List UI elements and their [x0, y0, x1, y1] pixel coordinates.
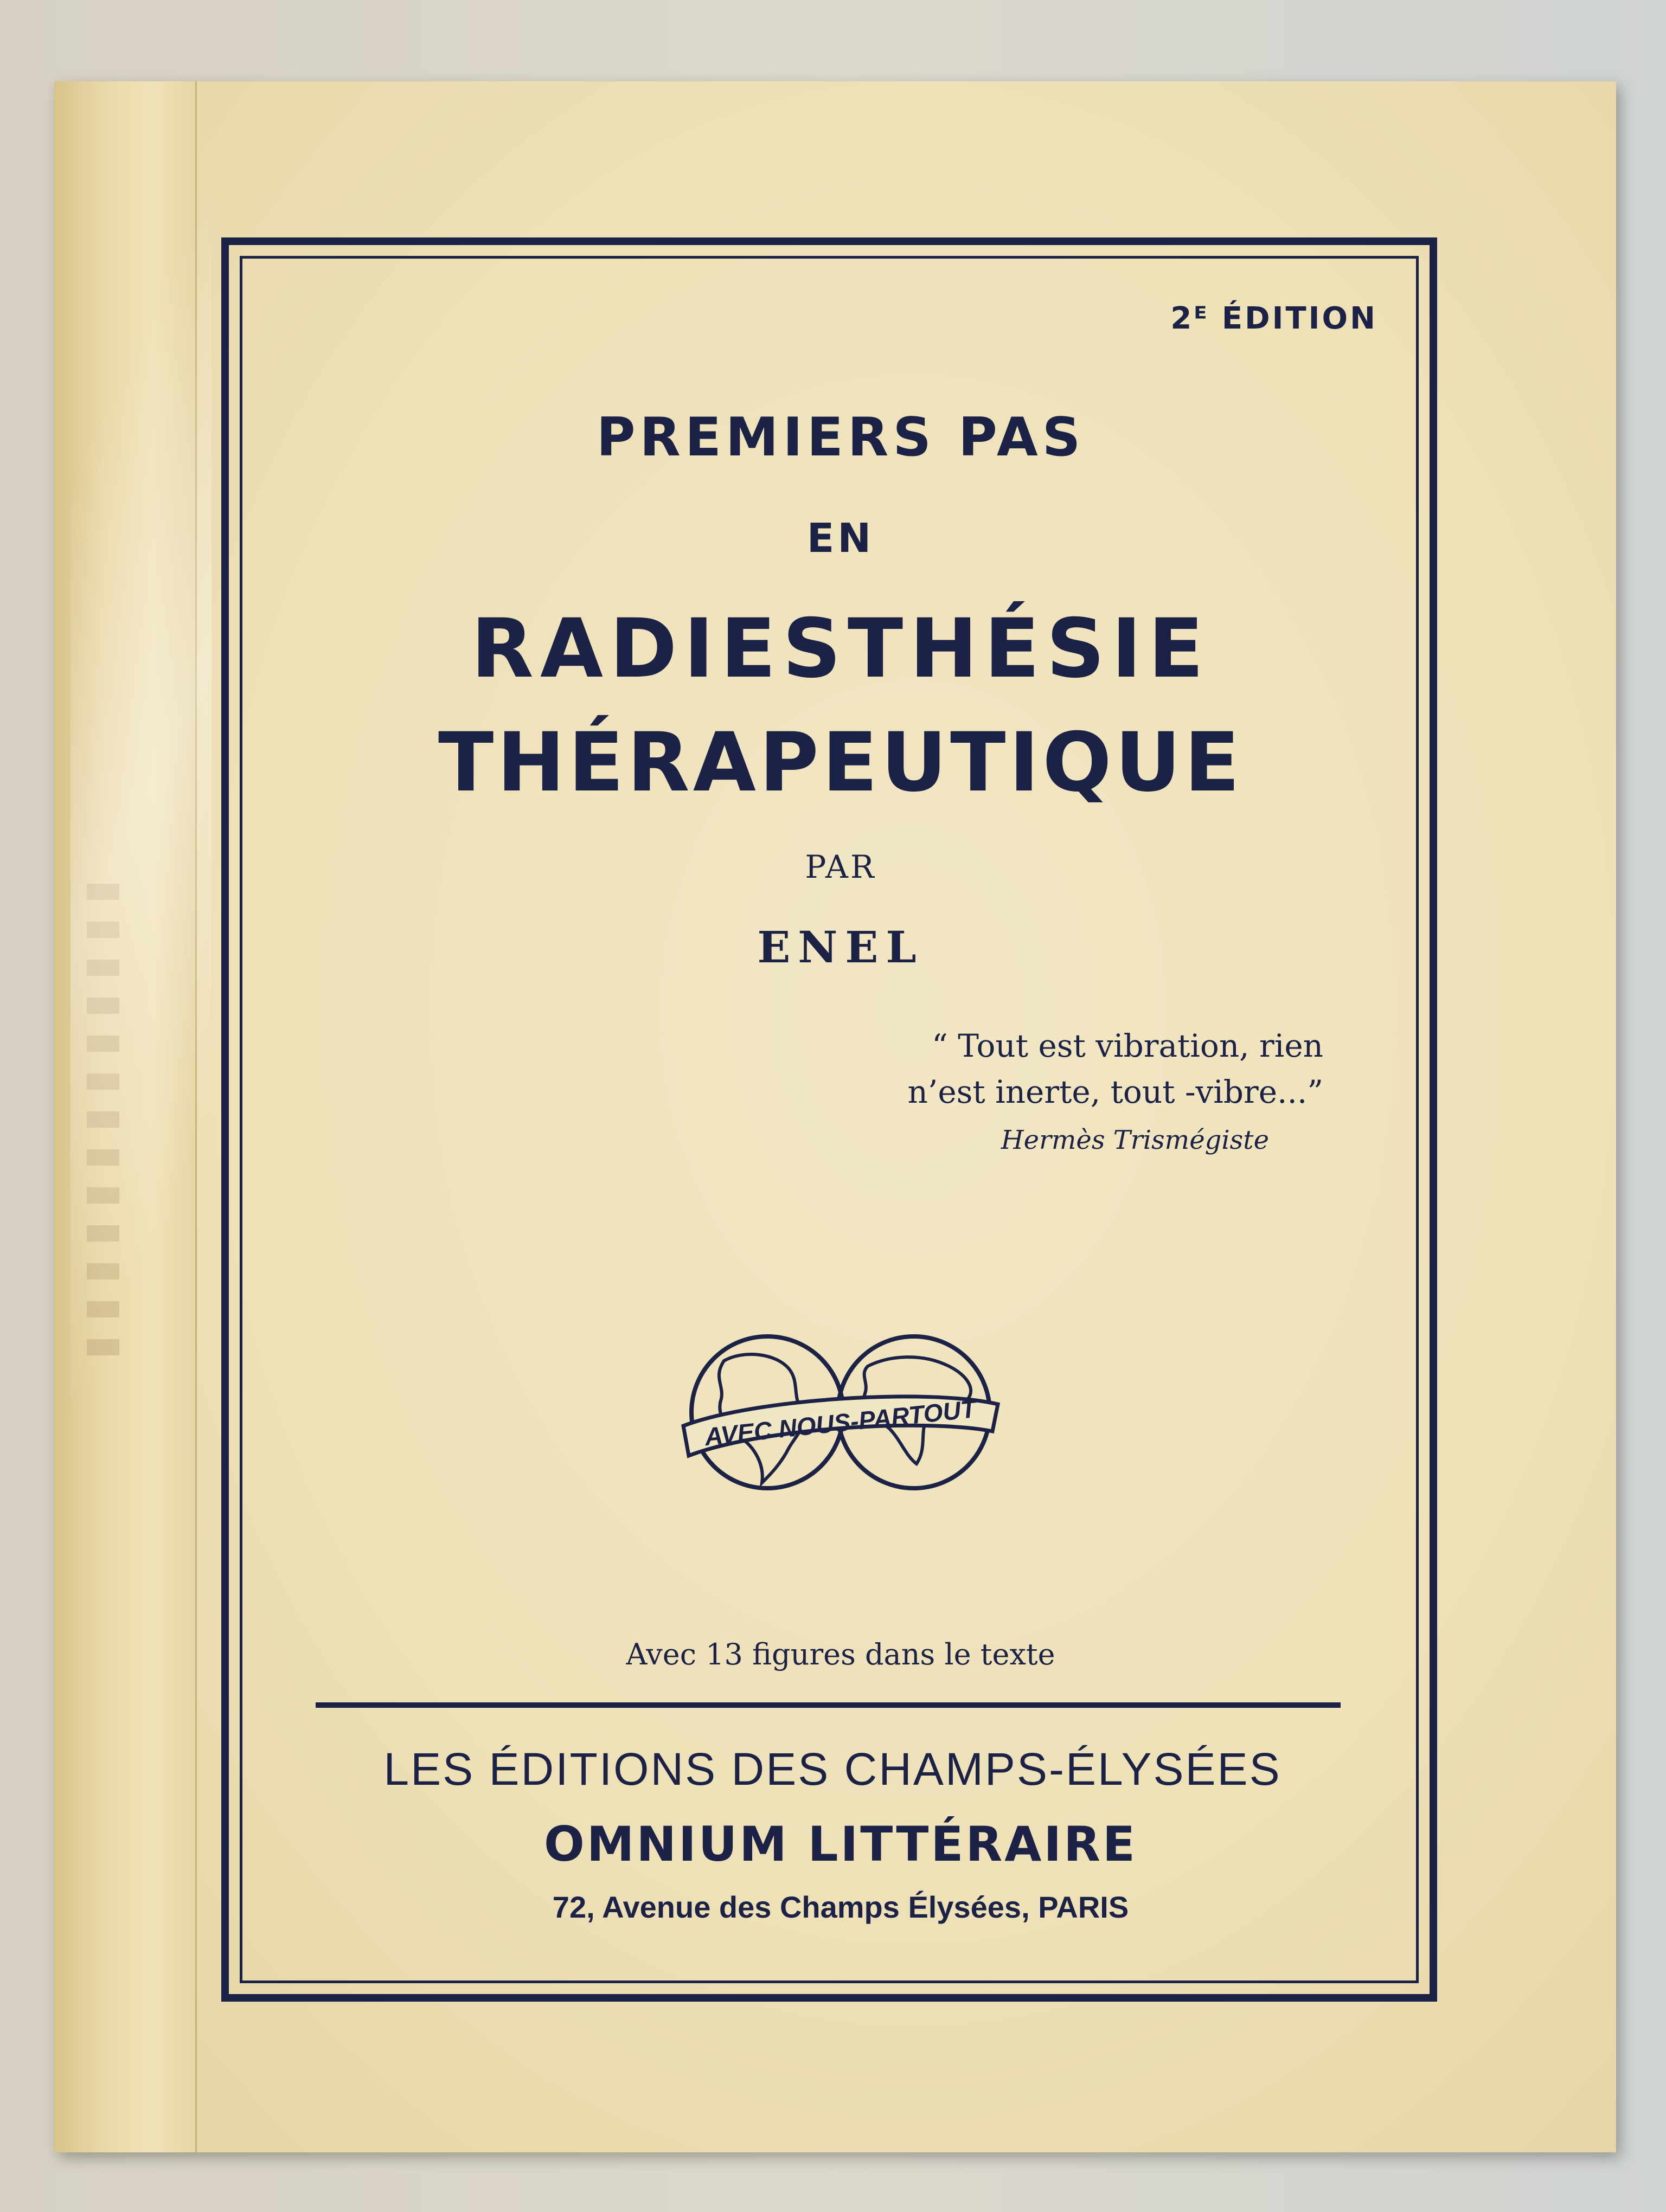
- plastic-wrap-glare: [71, 87, 212, 1713]
- epigraph-line-1: “ Tout est vibration, rien: [932, 1027, 1323, 1064]
- title-line-1: PREMIERS PAS: [596, 407, 1085, 468]
- edition-label: 2ᴱ ÉDITION: [1170, 301, 1377, 336]
- logo-text: AVEC NOUS-PARTOUT: [703, 1394, 978, 1451]
- author-name: ENEL: [757, 922, 924, 973]
- title-line-3: RADIESTHÉSIE: [471, 602, 1210, 696]
- figures-note: Avec 13 figures dans le texte: [626, 1637, 1055, 1671]
- publisher-name: LES ÉDITIONS DES CHAMPS-ÉLYSÉES: [383, 1744, 1281, 1795]
- publisher-divider: [316, 1702, 1341, 1708]
- by-label: PAR: [805, 848, 876, 885]
- publisher-imprint: OMNIUM LITTÉRAIRE: [544, 1816, 1137, 1872]
- publisher-globe-logo: [672, 1323, 1009, 1496]
- title-line-2: EN: [806, 515, 875, 562]
- epigraph-attribution: Hermès Trismégiste: [1001, 1125, 1269, 1155]
- publisher-address: 72, Avenue des Champs Élysées, PARIS: [552, 1890, 1129, 1924]
- title-line-4: THÉRAPEUTIQUE: [438, 716, 1244, 810]
- epigraph-line-2: n’est inerte, tout -vibre...”: [907, 1073, 1323, 1110]
